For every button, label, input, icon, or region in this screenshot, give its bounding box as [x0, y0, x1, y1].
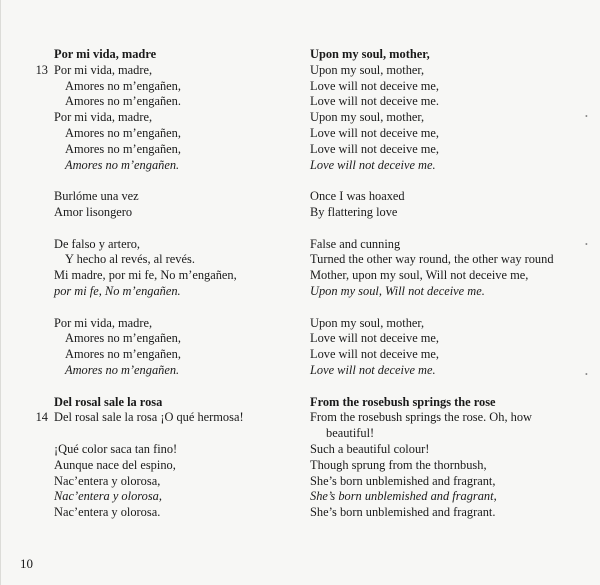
song-title-14-es: Del rosal sale la rosa [54, 394, 163, 409]
verse-line: Amores no m’engañen, [65, 141, 181, 156]
english-column [310, 47, 580, 521]
verse-line: False and cunning [310, 236, 401, 251]
verse-line: Burlóme una vez [54, 189, 139, 204]
song-title-13-es: Por mi vida, madre [54, 47, 157, 61]
verse-line: Upon my soul, Will not deceive me. [310, 283, 485, 298]
verse-line: 14 Del rosal sale la rosa ¡O qué hermosa! [54, 410, 294, 426]
verse-line: Once I was hoaxed [310, 189, 405, 204]
verse-line: 13 Por mi vida, madre, [54, 63, 294, 79]
page-edge-left [0, 0, 1, 585]
scan-mark: • [585, 240, 588, 249]
verse-line: Amores no m’engañen, [65, 347, 181, 362]
verse-line: Amores no m’engañen. [65, 157, 180, 172]
verse-line: Turned the other way round, the other way round [310, 252, 554, 267]
verse-line: Nac’entera y olorosa. [54, 505, 161, 520]
verse-line: Aunque nace del espino, [54, 457, 176, 472]
song-title-13-en: Upon my soul, mother, [310, 47, 430, 61]
page-number: 10 [20, 556, 33, 571]
verse-line: Love will not deceive me, [310, 78, 440, 93]
verse-line: Love will not deceive me, [310, 347, 440, 362]
verse-line: Nac’entera y olorosa, [54, 489, 162, 504]
verse-line: Love will not deceive me, [310, 331, 440, 346]
verse-line: Love will not deceive me. [310, 157, 436, 172]
verse-line: Por mi vida, madre, [54, 315, 153, 330]
song-number-13: 13 [35, 62, 48, 77]
verse-line: Upon my soul, mother, [310, 62, 425, 77]
verse-line: Love will not deceive me, [310, 125, 440, 140]
verse-line: Amores no m’engañen, [65, 78, 181, 93]
verse-line: Love will not deceive me. [310, 94, 440, 109]
verse-line: Such a beautiful colour! [310, 441, 430, 456]
verse-line: Amores no m’engañen, [65, 125, 181, 140]
verse-line: She’s born unblemished and fragrant. [310, 505, 496, 520]
verse-line: Nac’entera y olorosa, [54, 473, 161, 488]
verse-line: She’s born unblemished and fragrant, [310, 473, 496, 488]
verse-line: By flattering love [310, 204, 398, 219]
verse-line: Por mi vida, madre, [54, 110, 153, 125]
verse-line: From the rosebush springs the rose. Oh, how [310, 410, 532, 425]
song-number-14: 14 [35, 410, 48, 425]
verse-line: Love will not deceive me, [310, 141, 440, 156]
verse-line: ¡Qué color saca tan fino! [54, 441, 178, 456]
scan-mark: • [585, 370, 588, 379]
scan-mark: • [585, 112, 588, 121]
verse-line: por mi fe, No m’engañen. [54, 283, 181, 298]
song-title-14-en: From the rosebush springs the rose [310, 394, 496, 409]
verse-line: Amores no m’engañen. [65, 94, 181, 109]
verse-line: Upon my soul, mother, [310, 110, 425, 125]
verse-line: Mi madre, por mi fe, No m’engañen, [54, 268, 237, 283]
verse-line-continuation: beautiful! [326, 426, 375, 441]
verse-line: Though sprung from the thornbush, [310, 457, 487, 472]
verse-line: Y hecho al revés, al revés. [65, 252, 195, 267]
verse-line: Mother, upon my soul, Will not deceive me, [310, 268, 529, 283]
verse-line: Upon my soul, mother, [310, 315, 425, 330]
verse-line: Love will not deceive me. [310, 362, 436, 377]
verse-line: She’s born unblemished and fragrant, [310, 489, 497, 504]
verse-line: Amores no m’engañen, [65, 331, 181, 346]
verse-line: De falso y artero, [54, 236, 141, 251]
verse-line: Amor lisongero [54, 204, 133, 219]
spanish-column [35, 47, 294, 521]
verse-line: Amores no m’engañen. [65, 362, 180, 377]
